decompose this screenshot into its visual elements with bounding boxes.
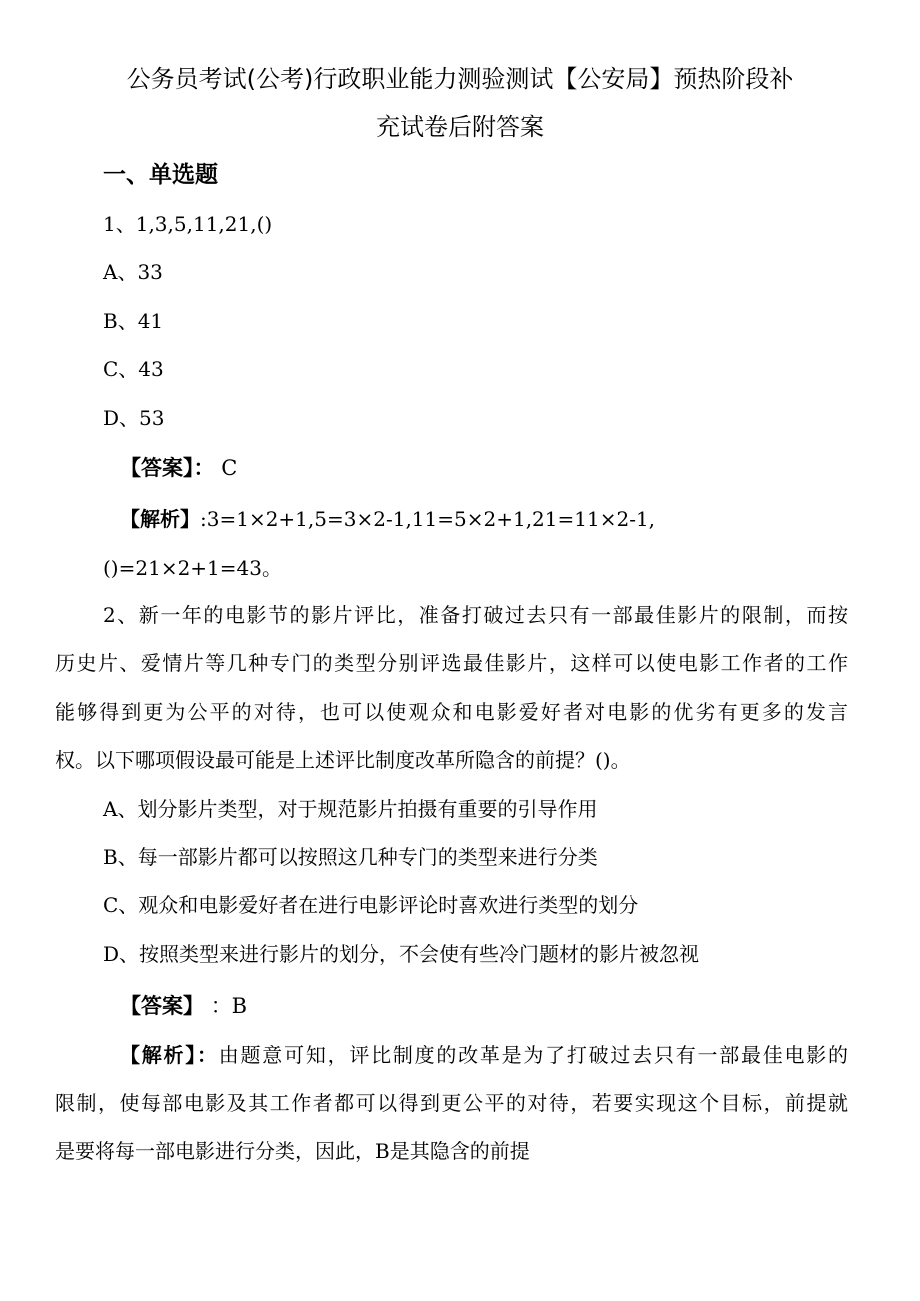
- question-1-option-a: A、33: [103, 260, 163, 284]
- answer-value: C: [221, 456, 238, 480]
- question-1-option-b: B、41: [103, 309, 164, 333]
- analysis-label: 【解析】: [120, 507, 200, 531]
- question-2-stem-line-3: 能够得到更为公平的对待，也可以使观众和电影爱好者对电影的优劣有更多的发言: [55, 700, 848, 724]
- question-2-answer: [120, 993, 247, 1019]
- question-1-analysis-line-2: ()=21×2+1=43。: [103, 556, 282, 580]
- question-1-option-c: C、43: [103, 357, 164, 381]
- question-2-option-c: C、观众和电影爱好者在进行电影评论时喜欢进行类型的划分: [103, 893, 639, 917]
- question-2-option-d: D、按照类型来进行影片的划分，不会使有些冷门题材的影片被忽视: [103, 942, 700, 966]
- question-2-stem-line-1: 2、新一年的电影节的影片评比，准备打破过去只有一部最佳影片的限制，而按: [103, 603, 848, 627]
- question-2-analysis-line-1: [120, 1042, 848, 1068]
- answer-label: 【答案】：: [120, 456, 215, 480]
- answer-value: ：B: [210, 994, 248, 1018]
- document-title-line-1: 公务员考试(公考)行政职业能力测验测试【公安局】预热阶段补: [126, 65, 794, 93]
- question-1-option-d: D、53: [103, 406, 165, 430]
- analysis-text: :3=1×2+1,5=3×2-1,11=5×2+1,21=11×2-1,: [200, 507, 656, 531]
- analysis-label: 【解析】：: [120, 1043, 219, 1067]
- analysis-text: 由题意可知，评比制度的改革是为了打破过去只有一部最佳电影的: [218, 1043, 849, 1067]
- question-2-analysis-line-3: 是要将每一部电影进行分类，因此，B是其隐含的前提: [55, 1139, 530, 1163]
- question-2-option-b: B、每一部影片都可以按照这几种专门的类型来进行分类: [103, 845, 598, 869]
- section-heading: 一、单选题: [103, 162, 218, 188]
- question-1-answer: [120, 455, 237, 481]
- question-1-analysis-line-1: [120, 506, 655, 532]
- document-title-line-2: 充试卷后附答案: [376, 113, 544, 141]
- question-2-option-a: A、划分影片类型，对于规范影片拍摄有重要的引导作用: [103, 797, 598, 821]
- question-2-stem-line-2: 历史片、爱情片等几种专门的类型分别评选最佳影片，这样可以使电影工作者的工作: [55, 651, 848, 675]
- question-1-stem: 1、1,3,5,11,21,(): [103, 212, 273, 236]
- answer-label: 【答案】: [120, 994, 204, 1018]
- question-2-stem-line-4: 权。以下哪项假设最可能是上述评比制度改革所隐含的前提？()。: [55, 748, 631, 772]
- question-2-analysis-line-2: 限制，使每部电影及其工作者都可以得到更公平的对待，若要实现这个目标，前提就: [55, 1091, 848, 1115]
